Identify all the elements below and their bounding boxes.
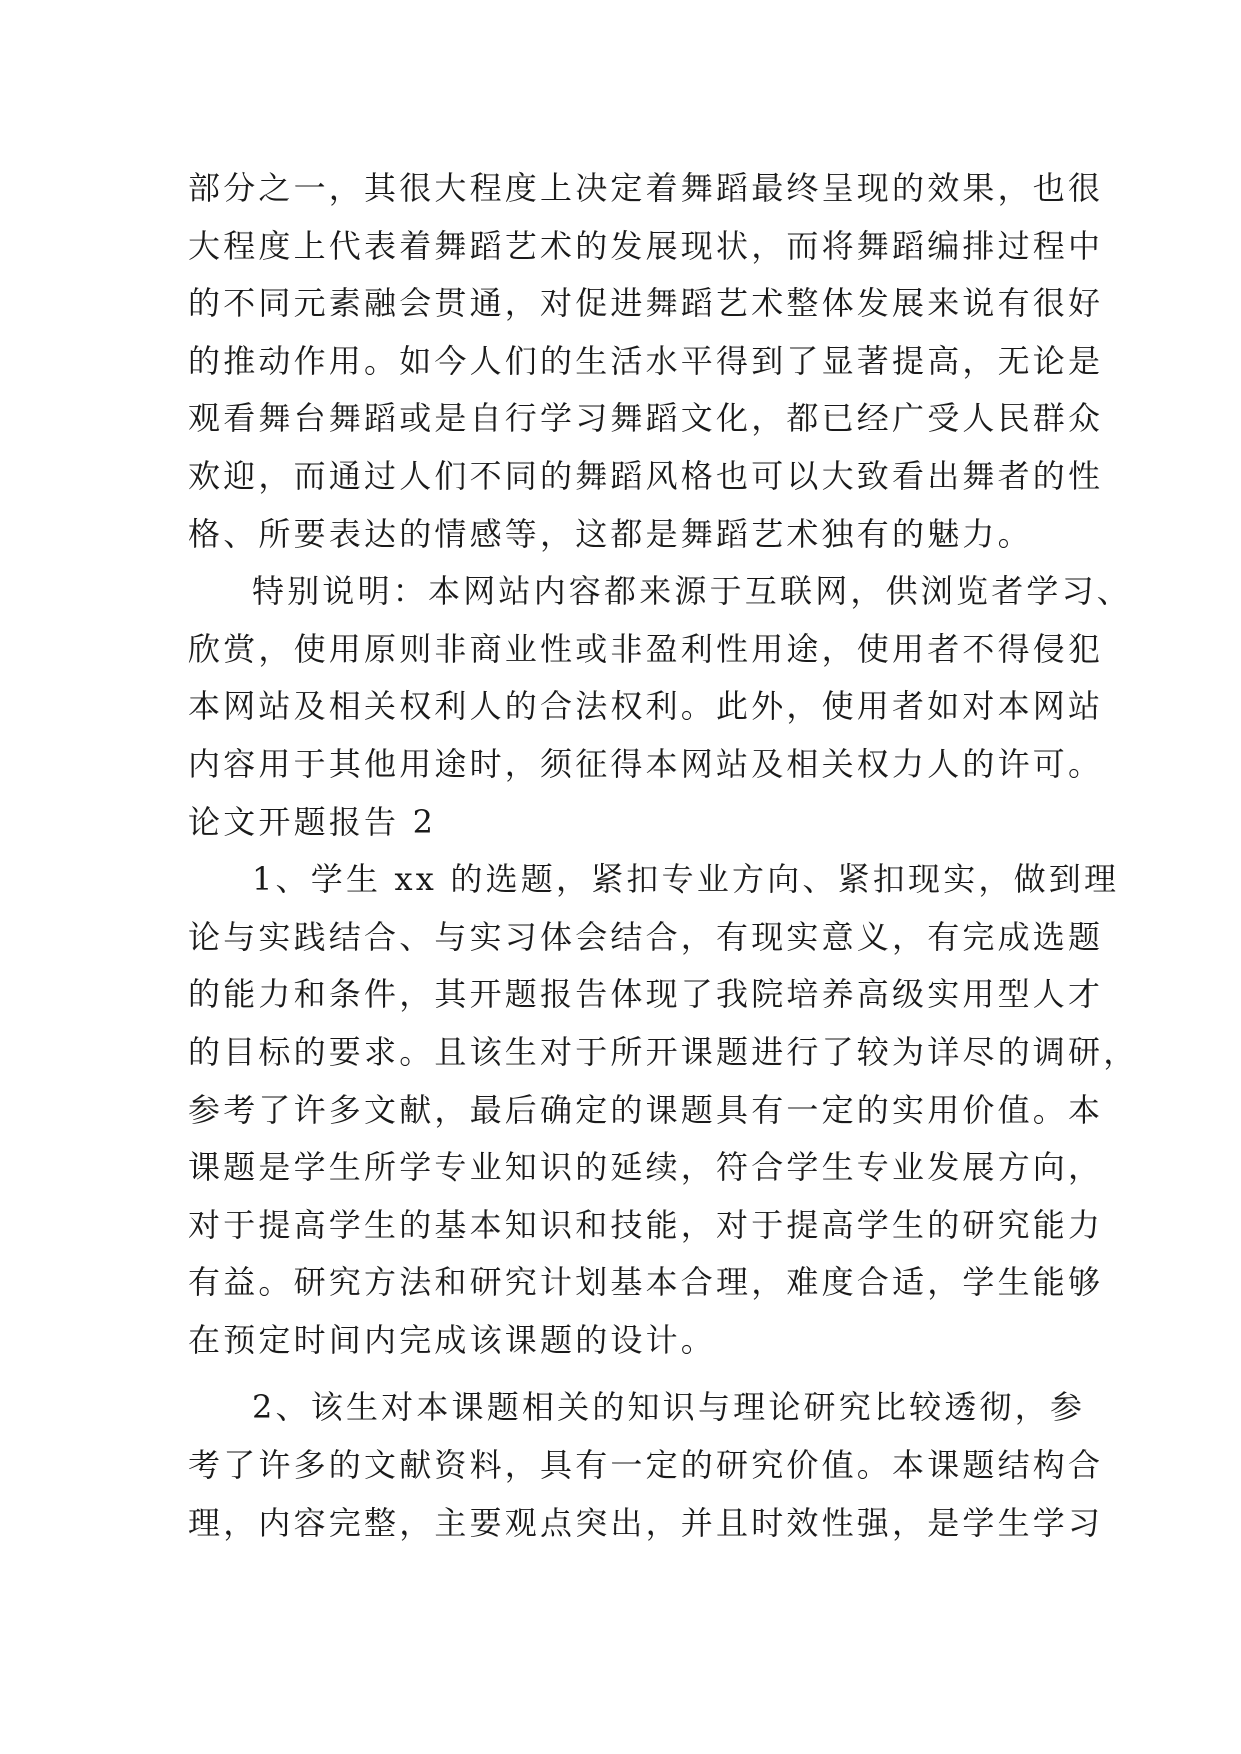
text-line: 的不同元素融会贯通，对促进舞蹈艺术整体发展来说有很好 bbox=[188, 284, 1104, 323]
text-line: 本网站及相关权利人的合法权利。此外，使用者如对本网站 bbox=[188, 687, 1104, 726]
paragraph-spacer bbox=[188, 1369, 1054, 1379]
text-line: 欢迎，而通过人们不同的舞蹈风格也可以大致看出舞者的性 bbox=[188, 456, 1104, 495]
text-line: 考了许多的文献资料，具有一定的研究价值。本课题结构合 bbox=[188, 1446, 1104, 1485]
text-line: 欣赏，使用原则非商业性或非盈利性用途，使用者不得侵犯 bbox=[188, 629, 1104, 668]
text-line: 2、该生对本课题相关的知识与理论研究比较透彻，参 bbox=[252, 1388, 1086, 1427]
text-line: 特别说明：本网站内容都来源于互联网，供浏览者学习、 bbox=[252, 572, 1133, 611]
text-line: 有益。研究方法和研究计划基本合理，难度合适，学生能够 bbox=[188, 1263, 1104, 1302]
text-line: 观看舞台舞蹈或是自行学习舞蹈文化，都已经广受人民群众 bbox=[188, 399, 1104, 438]
text-line: 的推动作用。如今人们的生活水平得到了显著提高，无论是 bbox=[188, 341, 1104, 380]
text-line: 对于提高学生的基本知识和技能，对于提高学生的研究能力 bbox=[188, 1205, 1104, 1244]
text-line: 的能力和条件，其开题报告体现了我院培养高级实用型人才 bbox=[188, 975, 1104, 1014]
paragraph-dance-art bbox=[188, 160, 1104, 563]
text-line: 内容用于其他用途时，须征得本网站及相关权力人的许可。 bbox=[188, 744, 1104, 783]
text-line: 课题是学生所学专业知识的延续，符合学生专业发展方向， bbox=[188, 1148, 1104, 1187]
paragraph-disclaimer bbox=[188, 563, 1133, 793]
text-line: 论与实践结合、与实习体会结合，有现实意义，有完成选题 bbox=[188, 917, 1104, 956]
paragraph-item-1 bbox=[188, 851, 1139, 1369]
text-line: 参考了许多文献，最后确定的课题具有一定的实用价值。本 bbox=[188, 1090, 1104, 1129]
section-heading: 论文开题报告 2 bbox=[188, 802, 437, 841]
text-line: 1、学生 xx 的选题，紧扣专业方向、紧扣现实，做到理 bbox=[252, 860, 1120, 899]
document-body bbox=[188, 160, 1139, 1552]
text-line: 在预定时间内完成该课题的设计。 bbox=[188, 1320, 717, 1359]
text-line: 部分之一，其很大程度上决定着舞蹈最终呈现的效果，也很 bbox=[188, 169, 1104, 207]
paragraph-item-2 bbox=[188, 1379, 1104, 1552]
text-line: 的目标的要求。且该生对于所开课题进行了较为详尽的调研， bbox=[188, 1032, 1139, 1071]
text-line: 理，内容完整，主要观点突出，并且时效性强，是学生学习 bbox=[188, 1503, 1104, 1542]
text-line: 格、所要表达的情感等，这都是舞蹈艺术独有的魅力。 bbox=[188, 514, 1033, 553]
text-line: 大程度上代表着舞蹈艺术的发展现状，而将舞蹈编排过程中 bbox=[188, 226, 1104, 265]
